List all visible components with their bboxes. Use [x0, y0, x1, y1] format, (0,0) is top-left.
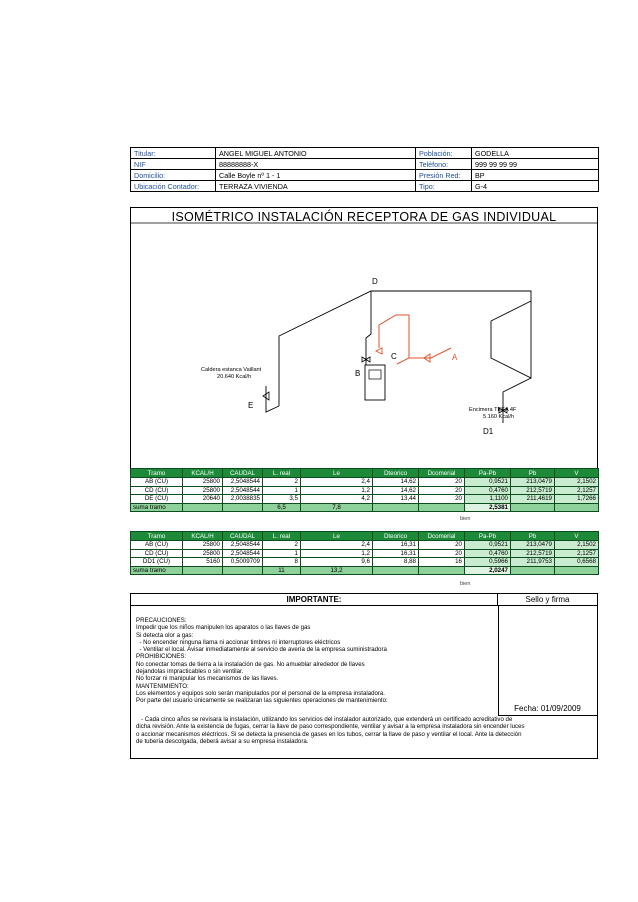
table-cell: 2,4 [301, 478, 373, 487]
column-header: V [555, 469, 599, 478]
important-title: IMPORTANTE: [131, 594, 498, 606]
table-cell: 0,4760 [465, 486, 511, 495]
table-cell: 9,6 [301, 558, 373, 567]
titular-label: Titular: [131, 148, 216, 159]
sum-cell: 13,2 [301, 566, 373, 575]
table-cell: 211,9753 [511, 558, 555, 567]
table-cell: 8,88 [373, 558, 419, 567]
column-header: Le [301, 469, 373, 478]
table-cell: 14,62 [373, 478, 419, 487]
nif-label: NIF [131, 159, 216, 170]
column-header: KCAL/H [183, 469, 223, 478]
table-cell: 0,5966 [465, 558, 511, 567]
important-line: MANTENIMIENTO: [136, 682, 189, 690]
label-c: C [391, 352, 397, 361]
important-line: dicha revisión. Ante la existencia de fugas, cerrar la llave de paso correspondiente, ventilar y avisar a la empresa instaladora sin encender luces [136, 723, 525, 731]
table2-body [131, 541, 599, 575]
column-header: Le [301, 532, 373, 541]
important-line: o accionar mecanismos eléctricos. Si se detecta la presencia de gases en los tubos, cerrar la llave de paso y ventilar el local. Ante la detección [136, 730, 522, 738]
isometric-diagram-panel [130, 207, 598, 469]
sum-cell [183, 566, 223, 575]
pipe-supply-orange [379, 315, 451, 364]
table-cell: 2,1257 [555, 486, 599, 495]
label-d: D [372, 277, 378, 286]
table-cell: 20 [419, 486, 465, 495]
table-cell: 20 [419, 541, 465, 550]
important-line: dejandolas impracticables o sin ventilar. [136, 668, 244, 676]
important-line: Si detecta olor a gas: [136, 631, 194, 639]
table-cell: 1,2 [301, 486, 373, 495]
table-cell: 1,2 [301, 549, 373, 558]
table-cell: 1,1100 [465, 495, 511, 504]
table-cell: 2,1257 [555, 549, 599, 558]
sum-cell: 2,5381 [465, 503, 511, 512]
important-line: de tubería descolgada, deberá avisar a su empresa instaladora. [136, 737, 309, 745]
table-cell: 2,1502 [555, 478, 599, 487]
table-cell: 13,44 [373, 495, 419, 504]
column-header: Tramo [131, 469, 183, 478]
label-b: B [355, 369, 361, 378]
table-cell: 212,5719 [511, 549, 555, 558]
table-cell: 14,62 [373, 486, 419, 495]
table-cell: 2,5048544 [223, 478, 263, 487]
table-cell: 212,5719 [511, 486, 555, 495]
important-line: No conectar tomas de tierra a la instalación de gas. No amueblar alrededor de llaves [136, 660, 365, 668]
sum-cell [183, 503, 223, 512]
table-cell: 8 [263, 558, 301, 567]
titular-value: ANGEL MIGUEL ANTONIO [216, 148, 416, 159]
table-cell: 16,31 [373, 549, 419, 558]
table-cell: 3,5 [263, 495, 301, 504]
table-row [131, 478, 599, 487]
telefono-label: Teléfono: [416, 159, 472, 170]
caldera-power: 20.640 Kcal/h [217, 374, 252, 380]
table-cell: 2,1502 [555, 541, 599, 550]
sum-cell: 7,8 [301, 503, 373, 512]
column-header: Pa-Pb [465, 469, 511, 478]
column-header: L. real [263, 469, 301, 478]
sum-cell [419, 566, 465, 575]
gas-meter-icon [365, 365, 385, 400]
tipo-value: G-4 [472, 181, 599, 192]
calc-table-1 [130, 468, 599, 512]
column-header: KCAL/H [183, 532, 223, 541]
sum-cell [223, 503, 263, 512]
important-line: Por parte del usuario únicamente se realizaran las siguientes operaciones de mantenimiento: [136, 697, 388, 705]
important-line: - Cada cinco años se revisara la instalación, utilizando los servicios del instalador autorizado, que extenderá un certificado acreditativo de [136, 716, 513, 723]
presion-label: Presión Red: [416, 170, 472, 181]
table-cell: 20 [419, 495, 465, 504]
table-row [131, 558, 599, 567]
table-cell: 0,4760 [465, 549, 511, 558]
telefono-value: 999 99 99 99 [472, 159, 599, 170]
sum-cell [223, 566, 263, 575]
important-line: - Ventilar el local. Avisar inmediatamente al servicio de avería de la empresa suministradora [136, 646, 387, 654]
column-header: Tramo [131, 532, 183, 541]
domicilio-label: Domicilio: [131, 170, 216, 181]
column-header: Dteorico [373, 532, 419, 541]
table-cell: 4,2 [301, 495, 373, 504]
table-cell: DE (CU) [131, 495, 183, 504]
important-text [136, 617, 496, 705]
table-row [131, 495, 599, 504]
client-info-table [130, 147, 599, 192]
important-panel [130, 593, 598, 759]
table1-header-row [131, 469, 599, 478]
sum-cell [555, 566, 599, 575]
table-cell: 2,4 [301, 541, 373, 550]
table-cell: 211,4619 [511, 495, 555, 504]
encimera-power: 5.160 Kcal/h [483, 414, 515, 420]
calc-table-2 [130, 531, 599, 575]
table-cell: CD (CU) [131, 486, 183, 495]
pipe-encimera-branch [491, 301, 531, 378]
table-cell: 213,0479 [511, 478, 555, 487]
poblacion-value: GODELLA [472, 148, 599, 159]
table-cell: 2,5048544 [223, 541, 263, 550]
column-header: L. real [263, 532, 301, 541]
table-cell: 0,6568 [555, 558, 599, 567]
table-cell: 0,9521 [465, 541, 511, 550]
poblacion-label: Población: [416, 148, 472, 159]
table-cell: 2,5048544 [223, 486, 263, 495]
table-cell: 25800 [183, 549, 223, 558]
table-row [131, 486, 599, 495]
pipe-network-black [266, 291, 531, 423]
important-line: PRECAUCIONES: [136, 617, 187, 624]
table-cell: 16 [419, 558, 465, 567]
table-cell: 1,7266 [555, 495, 599, 504]
column-header: CAUDAL [223, 532, 263, 541]
table-cell: 213,0479 [511, 541, 555, 550]
table1-body [131, 478, 599, 512]
table-cell: 25800 [183, 478, 223, 487]
sum-cell: 11 [263, 566, 301, 575]
label-a: A [452, 353, 458, 362]
sum-row [131, 566, 599, 575]
table-cell: 20640 [183, 495, 223, 504]
table-row [131, 549, 599, 558]
encimera-name: Encimera TEKA 4F [469, 407, 517, 413]
table-cell: 25800 [183, 541, 223, 550]
table-cell: 2,0038835 [223, 495, 263, 504]
table-cell: 16,31 [373, 541, 419, 550]
table-cell: 1 [263, 549, 301, 558]
sum-cell [511, 503, 555, 512]
table-cell: 1 [263, 486, 301, 495]
sum-cell: suma tramo [131, 566, 183, 575]
pipe-main-run [279, 291, 531, 406]
table-cell: AB (CU) [131, 478, 183, 487]
sum-cell [511, 566, 555, 575]
column-header: Dcomerial [419, 532, 465, 541]
nif-value: 88888888-X [216, 159, 416, 170]
label-e: E [248, 401, 254, 410]
important-line: Impedir que los niños manipulen los aparatos o las llaves de gas [136, 624, 311, 632]
column-header: CAUDAL [223, 469, 263, 478]
caldera-name: Caldera estanca Vaillant [201, 367, 262, 373]
sum-row [131, 503, 599, 512]
sum-cell [419, 503, 465, 512]
important-line: No forzar ni manipular los mecanismos de las llaves. [136, 675, 279, 683]
sum-cell [555, 503, 599, 512]
table-cell: 5160 [183, 558, 223, 567]
important-line: Los elementos y equipos solo serán manipulados por el personal de la empresa instaladora. [136, 689, 385, 697]
table1-status: bien [460, 516, 471, 522]
sello-label: Sello y firma [498, 594, 597, 606]
column-header: Pa-Pb [465, 532, 511, 541]
sum-cell [373, 503, 419, 512]
important-text-wide [136, 716, 592, 745]
table-cell: 2,5048544 [223, 549, 263, 558]
sum-cell: 6,5 [263, 503, 301, 512]
sum-cell: 2,0247 [465, 566, 511, 575]
valve-c-icon [376, 348, 382, 354]
sum-cell [373, 566, 419, 575]
sum-cell: suma tramo [131, 503, 183, 512]
table-cell: 2 [263, 541, 301, 550]
table-cell: 20 [419, 549, 465, 558]
table-cell: 0,5009709 [223, 558, 263, 567]
table-row [131, 541, 599, 550]
tipo-label: Tipo: [416, 181, 472, 192]
table-cell: 20 [419, 478, 465, 487]
column-header: Dteorico [373, 469, 419, 478]
isometric-drawing [131, 208, 597, 468]
table2-header-row [131, 532, 599, 541]
table-cell: 2 [263, 478, 301, 487]
ubicacion-value: TERRAZA VIVIENDA [216, 181, 416, 192]
table-cell: AB (CU) [131, 541, 183, 550]
label-d1: D1 [483, 427, 494, 436]
column-header: Dcomerial [419, 469, 465, 478]
important-line: - No encender ninguna llama ni accionar timbres ni interruptores eléctricos [136, 638, 341, 646]
column-header: Pb [511, 532, 555, 541]
domicilio-value: Calle Boyle nº 1 - 1 [216, 170, 416, 181]
table2-status: bien [460, 581, 471, 587]
column-header: Pb [511, 469, 555, 478]
table-cell: DD1 (CU) [131, 558, 183, 567]
ubicacion-label: Ubicación Contador: [131, 181, 216, 192]
client-info-panel [130, 147, 598, 192]
column-header: V [555, 532, 599, 541]
diagram-title: ISOMÉTRICO INSTALACIÓN RECEPTORA DE GAS INDIVIDUAL [171, 210, 557, 224]
fecha-label: Fecha: 01/09/2009 [514, 704, 581, 713]
important-line: PROHIBICIONES: [136, 653, 187, 661]
signature-area [498, 606, 598, 716]
table-cell: CD (CU) [131, 549, 183, 558]
table-cell: 0,9521 [465, 478, 511, 487]
table-cell: 25800 [183, 486, 223, 495]
presion-value: BP [472, 170, 599, 181]
